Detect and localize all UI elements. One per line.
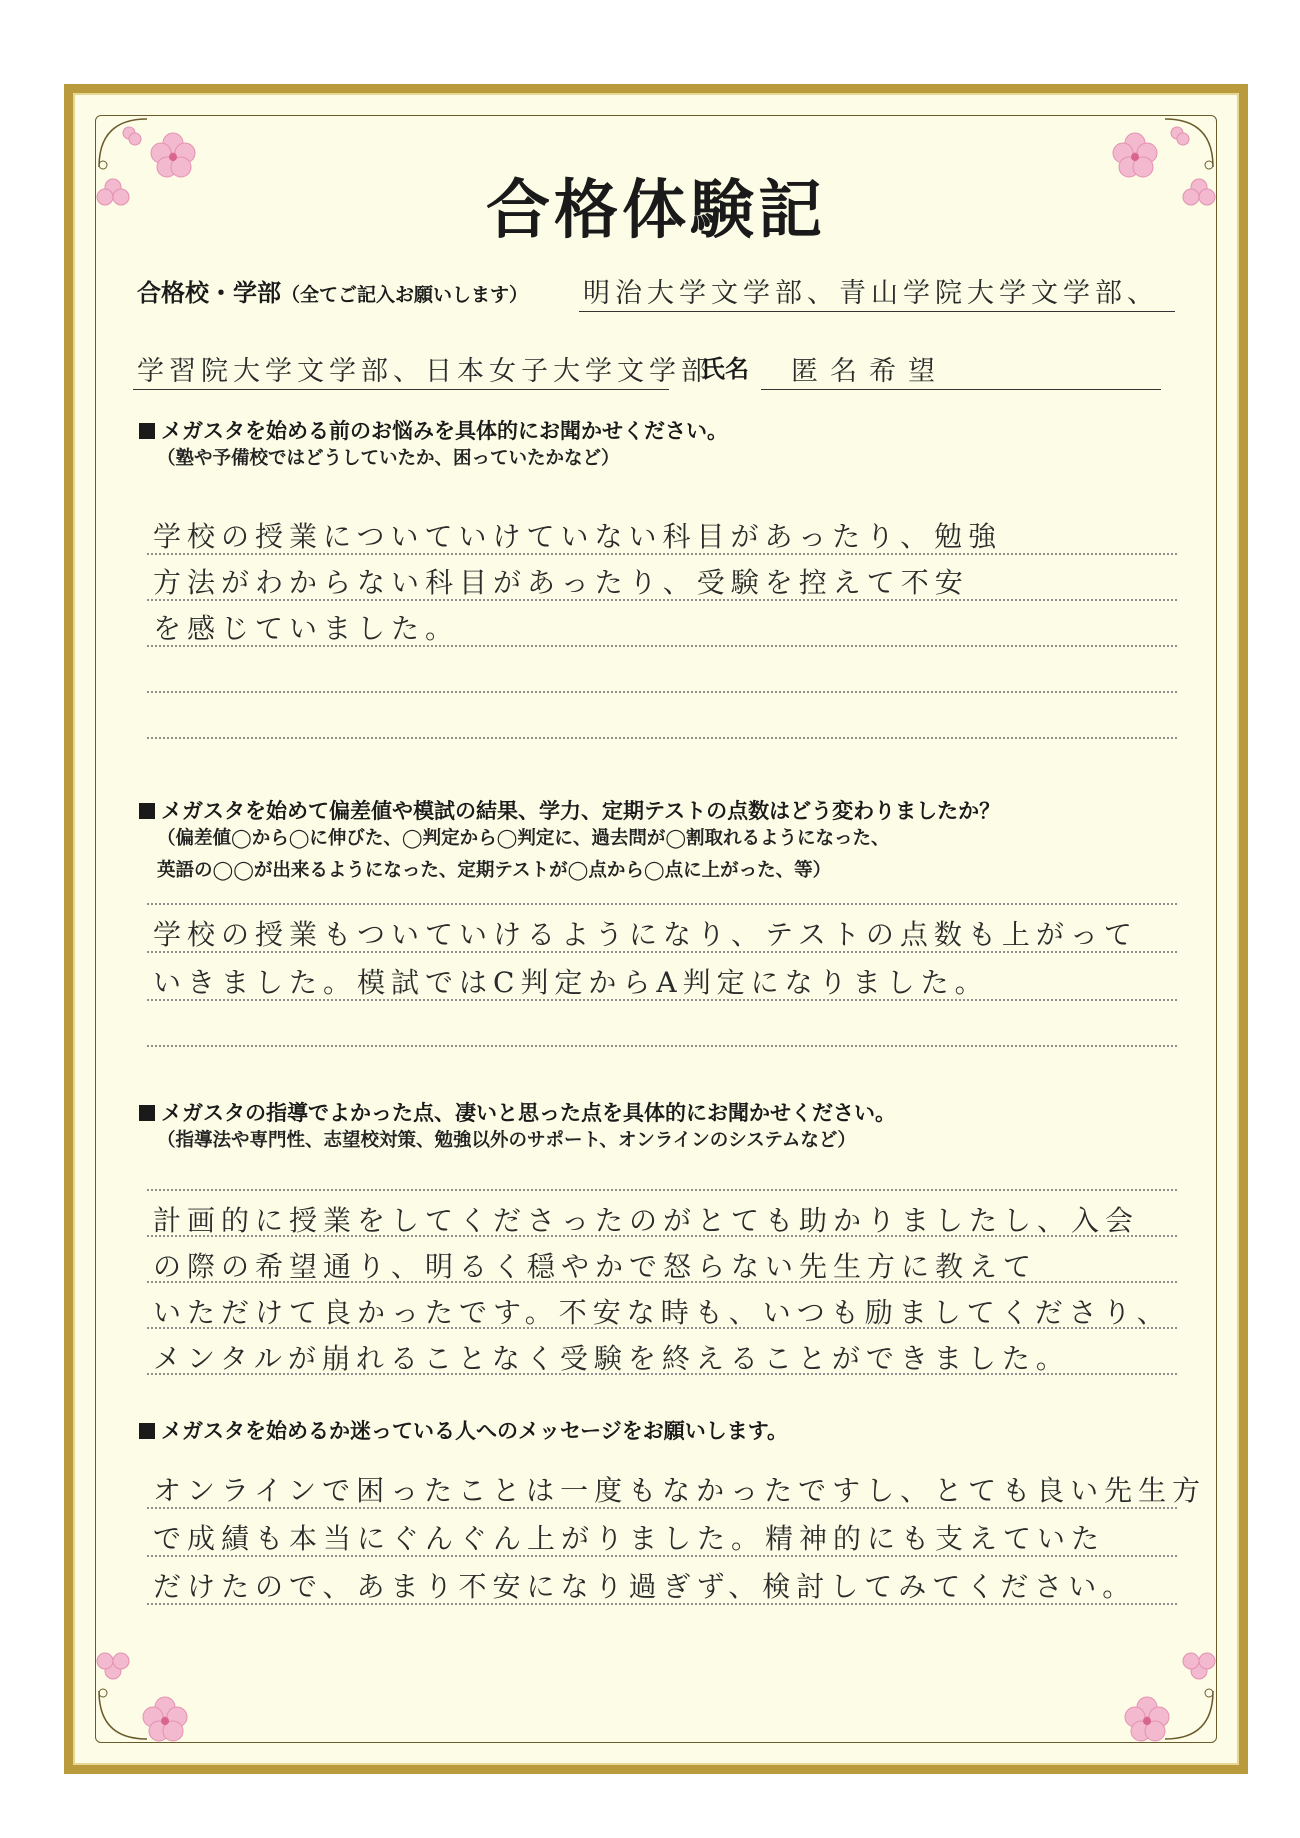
answer-rule [147,1373,1177,1375]
answer-rule [147,691,1177,693]
question-3-hint: （指導法や専門性、志望校対策、勉強以外のサポート、オンラインのシステムなど） [157,1130,856,1151]
answer-rule [147,903,1177,905]
answer-3-line-4: メンタルが崩れることなく受験を終えることができました。 [153,1342,1070,1375]
answer-rule [147,999,1177,1001]
answer-rule [147,553,1177,555]
bullet-square-icon [139,803,155,819]
school-label-text: 合格校・学部 [137,279,281,307]
question-3-text: メガスタの指導でよかった点、凄いと思った点を具体的にお聞かせください。 [161,1101,896,1125]
answer-rule [147,951,1177,953]
answer-4-line-2: で成績も本当にぐんぐん上がりました。精神的にも支えていた [153,1522,1106,1555]
certificate-frame [64,84,1248,1774]
name-underline [761,389,1161,390]
answer-2-line-1: 学校の授業もついていけるようになり、テストの点数も上がって [153,918,1138,951]
question-1-text: メガスタを始める前のお悩みを具体的にお聞かせください。 [161,419,728,443]
answer-1-line-3: を感じていました。 [153,612,460,645]
school-value-line2: 学習院大学文学部、日本女子大学文学部 [137,356,713,387]
answer-3-line-3: いただけて良かったです。不安な時も、いつも励ましてくださり、 [153,1296,1171,1329]
question-3 [139,1097,896,1127]
bullet-square-icon [139,423,155,439]
school-label-note: （全てご記入お願いします） [281,284,529,306]
answer-rule [147,1281,1177,1283]
bullet-square-icon [139,1105,155,1121]
question-2 [139,795,1000,825]
answer-rule [147,1327,1177,1329]
school-underline-1 [579,311,1175,312]
question-2-hint-2: 英語の◯◯が出来るようになった、定期テストが◯点から◯点に上がった、等） [157,860,832,881]
answer-3-line-2: の際の希望通り、明るく穏やかで怒らない先生方に教えて [153,1250,1038,1283]
answer-rule [147,1507,1177,1509]
answer-rule [147,1555,1177,1557]
school-value-line1: 明治大学文学部、青山学院大学文学部、 [583,278,1159,309]
answer-1-line-2: 方法がわからない科目があったり、受験を控えて不安 [153,566,969,599]
blossom-corner-bottom-right-icon [1105,1631,1225,1751]
answer-rule [147,1045,1177,1047]
name-label: 氏名 [701,355,749,383]
page-title: 合格体験記 [486,173,826,248]
name-value: 匿名希望 [791,356,947,387]
school-label [137,273,528,308]
answer-rule [147,599,1177,601]
blossom-corner-bottom-left-icon [87,1631,207,1751]
question-2-text: メガスタを始めて偏差値や模試の結果、学力、定期テストの点数はどう変わりましたか？ [161,799,1001,823]
answer-rule [147,1603,1177,1605]
answer-2-line-2: いきました。模試ではC判定からA判定になりました。 [153,966,989,999]
question-4 [139,1415,788,1445]
answer-rule [147,645,1177,647]
answer-1-line-1: 学校の授業についていけていない科目があったり、勉強 [153,520,1003,553]
bullet-square-icon [139,1423,155,1439]
answer-rule [147,737,1177,739]
school-underline-2 [133,389,669,390]
question-1 [139,415,728,445]
question-4-text: メガスタを始めるか迷っている人へのメッセージをお願いします。 [161,1419,789,1443]
answer-rule [147,1235,1177,1237]
answer-rule [147,1189,1177,1191]
question-2-hint-1: （偏差値◯から◯に伸びた、◯判定から◯判定に、過去問が◯割取れるようになった、 [157,828,890,849]
question-1-hint: （塾や予備校ではどうしていたか、困っていたかなど） [157,448,620,469]
answer-3-line-1: 計画的に授業をしてくださったのがとても助かりましたし、入会 [153,1204,1140,1237]
answer-4-line-3: だけたので、あまり不安になり過ぎず、検討してみてください。 [153,1570,1137,1603]
answer-4-line-1: オンラインで困ったことは一度もなかったですし、とても良い先生方 [153,1474,1207,1507]
